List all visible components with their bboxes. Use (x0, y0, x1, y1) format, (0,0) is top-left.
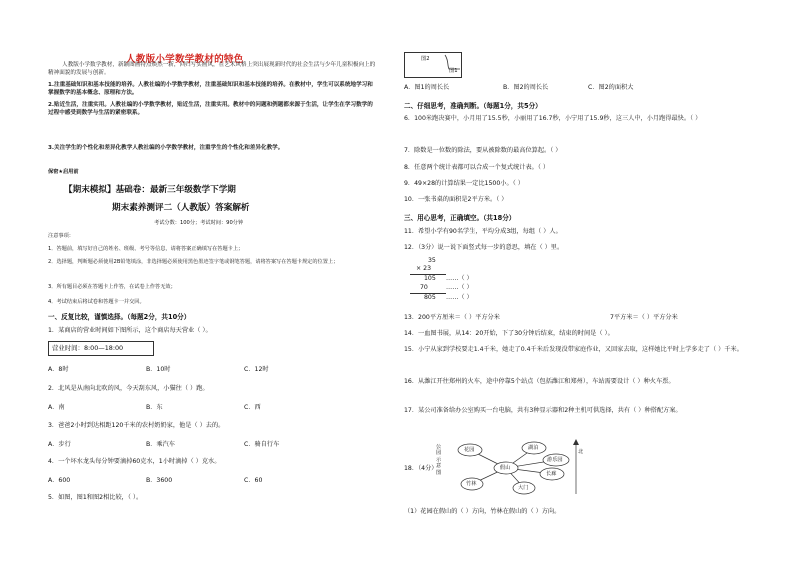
q2-option-c: C．西 (244, 404, 261, 411)
vm-step-2: ……（ ） (446, 284, 473, 291)
intro-point-1: 1.注重基础知识和基本技能的培养。人教社编的小学数学教材，注重基础知识和基本技能的培养。在教材中，学生可以系统地学习和掌握数学的基本概念、原理和方法。 (48, 82, 373, 96)
vm-multiplier: × 23 (416, 265, 432, 272)
judge-7: 7．除数是一位数的除法，要从被除数的最高位算起。（ ） (404, 147, 562, 154)
question-17: 17．某公司准备给办公室购买一台电脑，共有3种显示器和2种主机可供选择，共有（ ）种搭配方案。 (404, 407, 682, 414)
q3-option-a: A．步行 (48, 441, 71, 448)
q3-option-b: B．乘汽车 (146, 441, 175, 448)
q5-option-b: B．图2的周长长 (503, 84, 549, 91)
business-hours-text: 营业时间：8:00—18:00 (52, 344, 124, 352)
q18-label: 18．（4分） (404, 465, 438, 472)
section-3-heading: 三、用心思考，正确填空。（共18分） (404, 214, 516, 222)
intro-point-3: 3.关注学生的个性化和差异化教学人教社编的小学数学教材，注重学生的个性化和差异化教学。 (48, 145, 284, 151)
q5-option-a: A．图1的周长长 (404, 84, 450, 91)
judge-10: 10．一张书桌的面积是2平方米。（ ） (404, 196, 508, 203)
exam-info: 考试分数：100分；考试时间：90分钟 (154, 220, 244, 226)
q2-option-a: A．南 (48, 404, 65, 411)
spot-bamboo: 竹林 (466, 481, 477, 487)
section-1-heading: 一、反复比较，谨慎选择。（每题2分，共10分） (48, 313, 191, 321)
q1-option-c: C．12时 (244, 366, 269, 373)
question-16: 16．从潍江开往郑州的火车，途中停靠5个站点（包括潍江和郑州），车站需要设计（ ）种火车票。 (404, 378, 675, 385)
figure-label-1: 图1 (449, 68, 458, 74)
q5-option-c: C．图2的面积大 (588, 84, 634, 91)
judge-9: 9．49×28的计算结果一定比1500小。（ ） (404, 180, 524, 187)
figure-label-2: 图2 (421, 56, 430, 62)
spot-garden: 花园 (464, 447, 475, 453)
q1-option-a: A．8时 (48, 366, 69, 373)
q4-option-a: A．600 (48, 477, 71, 484)
judge-8: 8．任意两个统计表都可以合成一个复式统计表。（ ） (404, 164, 550, 171)
q2-option-b: B．东 (146, 404, 163, 411)
q3-option-c: C．骑自行车 (244, 441, 280, 448)
question-12: 12．（3分）说一说下面竖式每一步的意思，填在（ ）里。 (404, 244, 564, 251)
q5-figure (404, 52, 462, 78)
vm-partial-2: 70 (420, 284, 428, 291)
spot-gate: 大门 (518, 485, 529, 491)
question-13b: 7平方米＝（ ）平方分米 (610, 314, 678, 321)
note-4: 4．考试结束后将试卷和答题卡一并交回。 (48, 299, 145, 305)
vm-step-1: ……（ ） (446, 275, 473, 282)
vm-partial-1: 105 (424, 275, 436, 282)
question-4: 4．一个坏水龙头每分钟要滴掉60克水，1小时滴掉（ ）克水。 (48, 458, 221, 465)
question-15: 15．小宁从家到学校要走1.4千米，她走了0.4千米后发现没带家庭作业，又回家去取，这样她比平时上学多走了（ ）千米。 (404, 346, 743, 353)
business-hours-box (48, 341, 154, 356)
map-title: 公园示意图 (436, 444, 442, 476)
north-label: 北 (578, 449, 584, 455)
question-5: 5．如图，图1和图2相比较，（ ）。 (48, 494, 143, 501)
q4-option-c: C．60 (244, 477, 263, 484)
question-2: 2．北风是从南向北吹的风，今天刮东风，小猫往（ ）跑。 (48, 385, 209, 392)
note-2: 2．选择题，判断题必须使用2B铅笔填涂，非选择题必须使用黑色墨迹签字笔或钢笔答题，请将答案写在答题卡规定的位置上； (48, 259, 339, 265)
question-3: 3．爸爸2小时到达相距120千米的农村奶奶家，他是（ ）去的。 (48, 422, 225, 429)
red-title: 人教版小学数学教材的特色 (126, 54, 244, 65)
question-11: 11．希望小学有90名学生，平均分成3组，每组（ ）人。 (404, 228, 562, 235)
intro-point-2: 2.贴近生活，注重实用。人教社编的小学数学教材，贴近生活，注重实用。教材中的问题和例题都来源于生活，让学生在学习数学的过程中感受到数学与生活的紧密联系。 (48, 102, 373, 116)
question-13a: 13．200平方厘米＝（ ）平方分米 (404, 314, 500, 321)
q1-option-b: B．10时 (146, 366, 171, 373)
spot-rockery: 假山 (500, 465, 511, 471)
question-14: 14．一血图书展，从14：20开始，下了30分钟后结束，结束的时间是（ ）。 (404, 330, 614, 337)
park-map (436, 436, 584, 500)
note-1: 1．答题前，填写好自己的姓名、班级、考号等信息，请将答案正确填写在答题卡上； (48, 246, 244, 252)
note-3: 3．所有题目必须在答题卡上作答，在试卷上作答无效； (48, 284, 176, 290)
title-line-1: 【期末模拟】基础卷：最新三年级数学下学期 (64, 185, 236, 195)
vm-step-3: ……（ ） (446, 294, 473, 301)
secret-label: 保密★启用前 (48, 169, 79, 175)
spot-lake: 湖泊 (528, 445, 539, 451)
vm-result: 805 (424, 294, 436, 301)
question-1: 1．某商店的营业时间如下图所示，这个商店每天营业（ ）。 (48, 327, 212, 334)
notes-heading: 注意事项： (48, 233, 74, 239)
q4-option-b: B．3600 (146, 477, 173, 484)
intro-paragraph: 人教版小学数学教材，新颖图画特点焕然一新，回归写实画风，在艺术风格上突出展现新时代的社会生活与少年儿童积极向上的精神面貌的发展与创新。 (48, 62, 376, 76)
vm-multiplicand: 35 (428, 257, 436, 264)
section-2-heading: 二、仔细思考，准确判断。（每题1分，共5分） (404, 102, 542, 110)
spot-amusement-park: 游乐园 (547, 457, 563, 463)
question-18-1: （1）花园在假山的（ ）方向，竹林在假山的（ ）方向。 (404, 508, 561, 515)
title-line-2: 期末素养测评二（人教版）答案解析 (112, 203, 250, 213)
spot-corridor: 长廊 (546, 471, 557, 477)
judge-6: 6．100米跑决赛中，小月用了15.5秒，小丽用了16.7秒，小宁用了15.9秒，这三人中，小月跑得最快。（ ） (404, 115, 702, 122)
